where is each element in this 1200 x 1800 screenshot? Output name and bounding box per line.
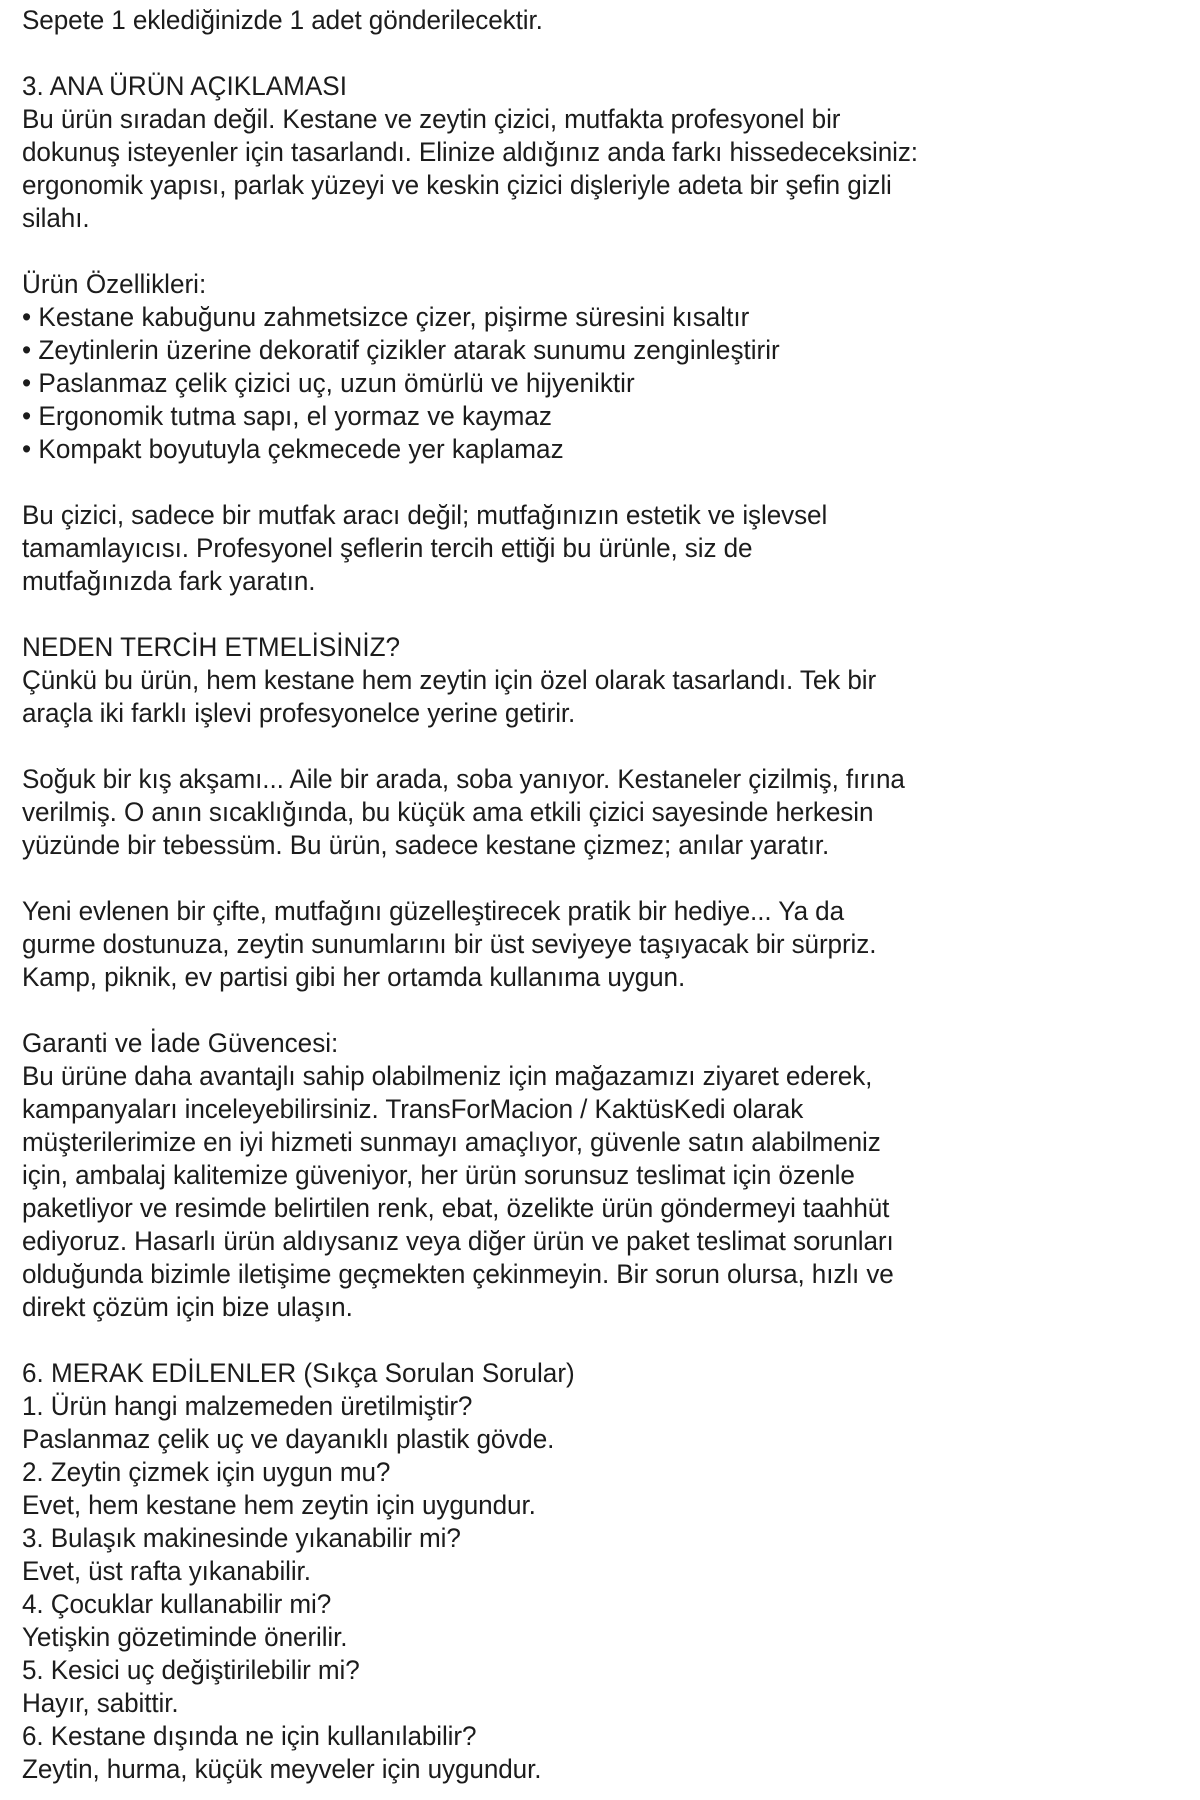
- warranty-line-5: paketliyor ve resimde belirtilen renk, ebat, özelikte ürün göndermeyi taahhüt: [22, 1193, 890, 1223]
- feature-bullet-4: [22, 400, 1066, 433]
- section-why-choose: [22, 631, 1082, 730]
- feature-bullet-5: [22, 433, 1066, 466]
- faq-answer-5: Hayır, sabittir.: [22, 1688, 179, 1718]
- gift-ideas-line-3: Kamp, piknik, ev partisi gibi her ortamda kullanıma uygun.: [22, 962, 686, 992]
- main-description-line-2: dokunuş isteyenler için tasarlandı. Elinize aldığınız anda farkı hissedeceksiniz:: [22, 137, 918, 167]
- warranty-line-1: Bu ürüne daha avantajlı sahip olabilmeniz için mağazamızı ziyaret ederek,: [22, 1061, 873, 1091]
- faq-answer-6: Zeytin, hurma, küçük meyveler için uygundur.: [22, 1754, 542, 1784]
- bullet-marker: •: [22, 368, 32, 398]
- faq-question-1: 1. Ürün hangi malzemeden üretilmiştir?: [22, 1391, 473, 1421]
- story-line-3: yüzünde bir tebessüm. Bu ürün, sadece kestane çizmez; anılar yaratır.: [22, 830, 830, 860]
- story-line-1: Soğuk bir kış akşamı... Aile bir arada, soba yanıyor. Kestaneler çizilmiş, fırına: [22, 764, 905, 794]
- warranty-line-8: direkt çözüm için bize ulaşın.: [22, 1292, 353, 1322]
- warranty-line-2: kampanyaları inceleyebilirsiniz. TransForMacion / KaktüsKedi olarak: [22, 1094, 804, 1124]
- spacer: [22, 1324, 1082, 1357]
- feature-bullet-2: [22, 334, 1066, 367]
- faq-question-2: 2. Zeytin çizmek için uygun mu?: [22, 1457, 391, 1487]
- main-description-line-3: ergonomik yapısı, parlak yüzeyi ve keskin çizici dişleriyle adeta bir şefin gizli: [22, 170, 892, 200]
- section-faq: [22, 1357, 1082, 1786]
- faq-question-4: 4. Çocuklar kullanabilir mi?: [22, 1589, 332, 1619]
- feature-bullet-1: [22, 301, 1066, 334]
- faq-heading: 6. MERAK EDİLENLER (Sıkça Sorulan Sorular): [22, 1358, 575, 1388]
- feature-bullet-text: Kompakt boyutuyla çekmecede yer kaplamaz: [38, 434, 564, 464]
- spacer: [22, 235, 1082, 268]
- why-choose-line-1: Çünkü bu ürün, hem kestane hem zeytin için özel olarak tasarlandı. Tek bir: [22, 665, 877, 695]
- feature-bullet-3: [22, 367, 1066, 400]
- product-description-body: [22, 4, 1082, 1786]
- faq-answer-1: Paslanmaz çelik uç ve dayanıklı plastik gövde.: [22, 1424, 555, 1454]
- bullet-marker: •: [22, 434, 32, 464]
- warranty-line-3: müşterilerimize en iyi hizmeti sunmayı amaçlıyor, güvenle satın alabilmeniz: [22, 1127, 881, 1157]
- section-heading-why-choose: NEDEN TERCİH ETMELİSİNİZ?: [22, 632, 401, 662]
- bullet-marker: •: [22, 302, 32, 332]
- closing-statement-line-1: Bu çizici, sadece bir mutfak aracı değil; mutfağınızın estetik ve işlevsel: [22, 500, 828, 530]
- closing-statement-line-2: tamamlayıcısı. Profesyonel şeflerin tercih ettiği bu ürünle, siz de: [22, 533, 753, 563]
- faq-question-6: 6. Kestane dışında ne için kullanılabilir?: [22, 1721, 477, 1751]
- bullet-marker: •: [22, 401, 32, 431]
- section-gift-ideas: [22, 895, 1082, 994]
- faq-answer-3: Evet, üst rafta yıkanabilir.: [22, 1556, 311, 1586]
- section-heading-features: Ürün Özellikleri:: [22, 269, 207, 299]
- warranty-line-6: ediyoruz. Hasarlı ürün aldıysanız veya diğer ürün ve paket teslimat sorunları: [22, 1226, 894, 1256]
- feature-bullet-text: Zeytinlerin üzerine dekoratif çizikler atarak sunumu zenginleştirir: [38, 335, 780, 365]
- cart-note-line: Sepete 1 eklediğinizde 1 adet gönderilecektir.: [22, 5, 543, 35]
- spacer: [22, 730, 1082, 763]
- section-main-description: [22, 70, 1082, 235]
- spacer: [22, 598, 1082, 631]
- section-warranty: [22, 1027, 1082, 1324]
- section-story: [22, 763, 1082, 862]
- spacer: [22, 994, 1082, 1027]
- faq-question-5: 5. Kesici uç değiştirilebilir mi?: [22, 1655, 360, 1685]
- main-description-line-1: Bu ürün sıradan değil. Kestane ve zeytin çizici, mutfakta profesyonel bir: [22, 104, 841, 134]
- section-features: [22, 268, 1082, 466]
- closing-statement-line-3: mutfağınızda fark yaratın.: [22, 566, 316, 596]
- section-closing-statement: [22, 499, 1082, 598]
- warranty-line-4: için, ambalaj kalitemize güveniyor, her ürün sorunsuz teslimat için özenle: [22, 1160, 855, 1190]
- spacer: [22, 37, 1082, 70]
- cart-note: [22, 4, 1082, 37]
- gift-ideas-line-1: Yeni evlenen bir çifte, mutfağını güzelleştirecek pratik bir hediye... Ya da: [22, 896, 844, 926]
- main-description-line-4: silahı.: [22, 203, 90, 233]
- faq-answer-2: Evet, hem kestane hem zeytin için uygundur.: [22, 1490, 536, 1520]
- feature-bullet-text: Paslanmaz çelik çizici uç, uzun ömürlü ve hijyeniktir: [38, 368, 635, 398]
- spacer: [22, 862, 1082, 895]
- gift-ideas-line-2: gurme dostunuza, zeytin sunumlarını bir üst seviyeye taşıyacak bir sürpriz.: [22, 929, 877, 959]
- story-line-2: verilmiş. O anın sıcaklığında, bu küçük ama etkili çizici sayesinde herkesin: [22, 797, 874, 827]
- feature-bullet-text: Ergonomik tutma sapı, el yormaz ve kaymaz: [38, 401, 552, 431]
- feature-bullet-text: Kestane kabuğunu zahmetsizce çizer, pişirme süresini kısaltır: [38, 302, 750, 332]
- faq-answer-4: Yetişkin gözetiminde önerilir.: [22, 1622, 348, 1652]
- bullet-marker: •: [22, 335, 32, 365]
- spacer: [22, 466, 1082, 499]
- warranty-line-7: olduğunda bizimle iletişime geçmekten çekinmeyin. Bir sorun olursa, hızlı ve: [22, 1259, 894, 1289]
- faq-question-3: 3. Bulaşık makinesinde yıkanabilir mi?: [22, 1523, 461, 1553]
- section-heading-main-description: 3. ANA ÜRÜN AÇIKLAMASI: [22, 71, 347, 101]
- section-heading-warranty: Garanti ve İade Güvencesi:: [22, 1028, 339, 1058]
- why-choose-line-2: araçla iki farklı işlevi profesyonelce yerine getirir.: [22, 698, 576, 728]
